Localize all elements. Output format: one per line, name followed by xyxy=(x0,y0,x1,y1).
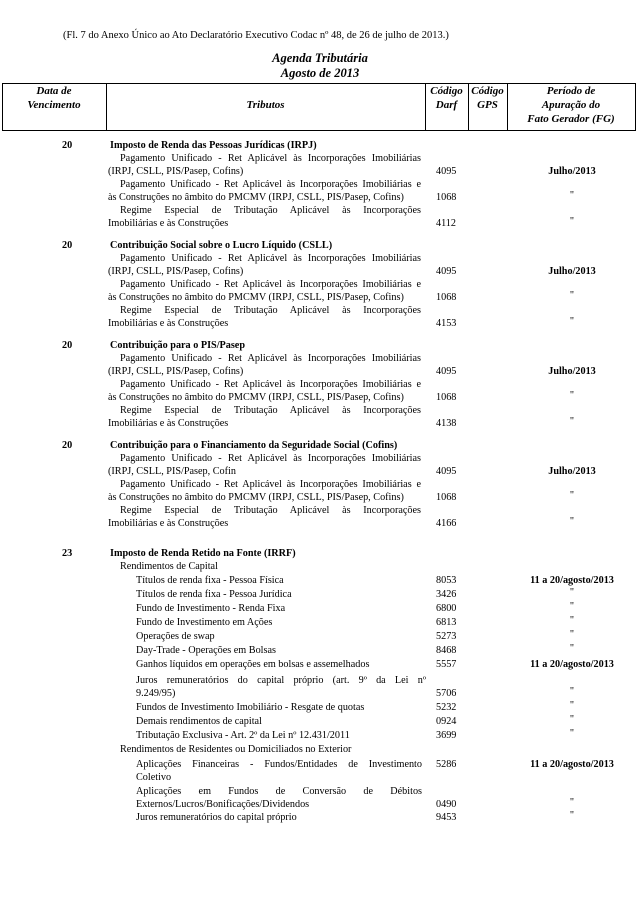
darf-code: 1068 xyxy=(436,492,457,503)
header-tributos: Tributos xyxy=(246,99,285,111)
darf-code: 3426 xyxy=(436,589,457,600)
tax-item-cont: às Construções no âmbito do PMCMV (IRPJ, CSLL, PIS/Pasep, Cofins) xyxy=(108,192,404,203)
tax-item: Regime Especial de Tributação Aplicável às Incorporações xyxy=(120,305,421,316)
period-ditto: " xyxy=(569,516,575,527)
darf-code: 4166 xyxy=(436,518,457,529)
section-title-pis: Contribuição para o PIS/Pasep xyxy=(110,340,245,351)
tax-item-cont: às Construções no âmbito do PMCMV (IRPJ, CSLL, PIS/Pasep, Cofins) xyxy=(108,492,404,503)
darf-code: 4095 xyxy=(436,266,457,277)
tax-item: Títulos de renda fixa - Pessoa Física xyxy=(136,575,284,586)
darf-code: 6800 xyxy=(436,603,457,614)
group-title: Rendimentos de Residentes ou Domiciliados no Exterior xyxy=(120,744,352,755)
period-ditto: " xyxy=(569,390,575,401)
darf-code: 9453 xyxy=(436,812,457,823)
darf-code: 8053 xyxy=(436,575,457,586)
tax-item: Pagamento Unificado - Ret Aplicável às Incorporações Imobiliárias e xyxy=(120,179,421,190)
tax-item: Operações de swap xyxy=(136,631,215,642)
period-ditto: " xyxy=(569,490,575,501)
period-ditto: " xyxy=(569,601,575,612)
darf-code: 5706 xyxy=(436,688,457,699)
period-ditto: " xyxy=(569,797,575,808)
tax-item: Pagamento Unificado - Ret Aplicável às Incorporações Imobiliárias xyxy=(120,453,421,464)
tax-item-cont: Imobiliárias e às Construções xyxy=(108,418,229,429)
tax-item: Fundo de Investimento - Renda Fixa xyxy=(136,603,286,614)
tax-item: Títulos de renda fixa - Pessoa Jurídica xyxy=(136,589,292,600)
darf-code: 5273 xyxy=(436,631,457,642)
header-codigo-gps: Código GPS xyxy=(471,85,504,111)
header-bottom-border xyxy=(2,130,636,131)
tax-item: Demais rendimentos de capital xyxy=(136,716,262,727)
darf-code: 1068 xyxy=(436,392,457,403)
period: Julho/2013 xyxy=(548,366,596,377)
tax-item: Pagamento Unificado - Ret Aplicável às Incorporações Imobiliárias e xyxy=(120,379,421,390)
section-title-cofins: Contribuição para o Financiamento da Seguridade Social (Cofins) xyxy=(110,440,398,451)
period: Julho/2013 xyxy=(548,266,596,277)
tax-item: Regime Especial de Tributação Aplicável às Incorporações xyxy=(120,405,421,416)
due-day: 20 xyxy=(62,240,73,251)
period-ditto: " xyxy=(569,810,575,821)
tax-item-cont: Imobiliárias e às Construções xyxy=(108,518,229,529)
tax-item-cont: Coletivo xyxy=(136,772,172,783)
tax-item-cont: (IRPJ, CSLL, PIS/Pasep, Cofins) xyxy=(108,366,244,377)
tax-item-cont: (IRPJ, CSLL, PIS/Pasep, Cofins) xyxy=(108,166,244,177)
due-day: 20 xyxy=(62,140,73,151)
period-ditto: " xyxy=(569,714,575,725)
tax-item-cont: (IRPJ, CSLL, PIS/Pasep, Cofin xyxy=(108,466,236,477)
darf-code: 1068 xyxy=(436,292,457,303)
tax-item: Day-Trade - Operações em Bolsas xyxy=(136,645,276,656)
header-periodo: Período de Apuração do Fato Gerador (FG) xyxy=(527,85,615,125)
period-ditto: " xyxy=(569,416,575,427)
tax-item-cont: (IRPJ, CSLL, PIS/Pasep, Cofins) xyxy=(108,266,244,277)
table-right-border xyxy=(635,83,636,130)
reference-note: (Fl. 7 do Anexo Único ao Ato Declaratório Executivo Codac nº 48, de 26 de julho de 2013.) xyxy=(63,30,449,41)
tax-item-cont: Imobiliárias e às Construções xyxy=(108,218,229,229)
due-day: 23 xyxy=(62,548,73,559)
tax-item: Pagamento Unificado - Ret Aplicável às Incorporações Imobiliárias e xyxy=(120,279,421,290)
period-ditto: " xyxy=(569,587,575,598)
group-title: Rendimentos de Capital xyxy=(120,561,218,572)
period-ditto: " xyxy=(569,615,575,626)
tax-item-cont: 9.249/95) xyxy=(136,688,176,699)
header-codigo-darf: Código Darf xyxy=(430,85,463,111)
tax-item: Pagamento Unificado - Ret Aplicável às Incorporações Imobiliárias e xyxy=(120,479,421,490)
darf-code: 4095 xyxy=(436,466,457,477)
tax-item: Pagamento Unificado - Ret Aplicável às Incorporações Imobiliárias xyxy=(120,353,421,364)
period-ditto: " xyxy=(569,629,575,640)
tax-item: Fundos de Investimento Imobiliário - Resgate de quotas xyxy=(136,702,365,713)
period: 11 a 20/agosto/2013 xyxy=(530,575,614,586)
darf-code: 5232 xyxy=(436,702,457,713)
due-day: 20 xyxy=(62,440,73,451)
darf-code: 5557 xyxy=(436,659,457,670)
section-title-irpj: Imposto de Renda das Pessoas Jurídicas (IRPJ) xyxy=(110,140,317,151)
header-data-vencimento: Data de Vencimento xyxy=(27,85,81,111)
darf-code: 3699 xyxy=(436,730,457,741)
period-ditto: " xyxy=(569,643,575,654)
period-ditto: " xyxy=(569,700,575,711)
darf-code: 4138 xyxy=(436,418,457,429)
period: Julho/2013 xyxy=(548,166,596,177)
darf-code: 4095 xyxy=(436,166,457,177)
tax-item: Fundo de Investimento em Ações xyxy=(136,617,273,628)
tax-item-cont: Imobiliárias e às Construções xyxy=(108,318,229,329)
tax-item-cont: às Construções no âmbito do PMCMV (IRPJ, CSLL, PIS/Pasep, Cofins) xyxy=(108,392,404,403)
darf-code: 4153 xyxy=(436,318,457,329)
period-ditto: " xyxy=(569,728,575,739)
darf-code: 5286 xyxy=(436,759,457,770)
tax-item: Pagamento Unificado - Ret Aplicável às Incorporações Imobiliárias xyxy=(120,253,421,264)
section-title-irrf: Imposto de Renda Retido na Fonte (IRRF) xyxy=(110,548,296,559)
tax-item: Pagamento Unificado - Ret Aplicável às Incorporações Imobiliárias xyxy=(120,153,421,164)
darf-code: 4112 xyxy=(436,218,456,229)
tax-item-cont: Externos/Lucros/Bonificações/Dividendos xyxy=(136,799,310,810)
page-title: Agenda Tributária xyxy=(272,51,368,65)
period-ditto: " xyxy=(569,316,575,327)
darf-code: 1068 xyxy=(436,192,457,203)
tax-item: Juros remuneratórios do capital próprio xyxy=(136,812,297,823)
darf-code: 8468 xyxy=(436,645,457,656)
tax-item: Regime Especial de Tributação Aplicável às Incorporações xyxy=(120,205,421,216)
tax-item: Aplicações Financeiras - Fundos/Entidades de Investimento xyxy=(136,759,422,770)
period-ditto: " xyxy=(569,216,575,227)
tax-item: Juros remuneratórios do capital próprio (art. 9º da Lei nº xyxy=(136,675,426,686)
tax-item: Aplicações em Fundos de Conversão de Débitos xyxy=(136,786,422,797)
darf-code: 0924 xyxy=(436,716,457,727)
darf-code: 0490 xyxy=(436,799,457,810)
darf-code: 6813 xyxy=(436,617,457,628)
tax-item: Ganhos líquidos em operações em bolsas e assemelhados xyxy=(136,659,370,670)
period: 11 a 20/agosto/2013 xyxy=(530,659,614,670)
tax-item: Regime Especial de Tributação Aplicável às Incorporações xyxy=(120,505,421,516)
period-ditto: " xyxy=(569,190,575,201)
period-ditto: " xyxy=(569,290,575,301)
due-day: 20 xyxy=(62,340,73,351)
page-subtitle: Agosto de 2013 xyxy=(280,66,360,80)
period: 11 a 20/agosto/2013 xyxy=(530,759,614,770)
period: Julho/2013 xyxy=(548,466,596,477)
period-ditto: " xyxy=(569,686,575,697)
section-title-csll: Contribuição Social sobre o Lucro Líquido (CSLL) xyxy=(110,240,333,251)
darf-code: 4095 xyxy=(436,366,457,377)
tax-item: Tributação Exclusiva - Art. 2º da Lei nº 12.431/2011 xyxy=(136,730,350,741)
tax-item-cont: às Construções no âmbito do PMCMV (IRPJ, CSLL, PIS/Pasep, Cofins) xyxy=(108,292,404,303)
